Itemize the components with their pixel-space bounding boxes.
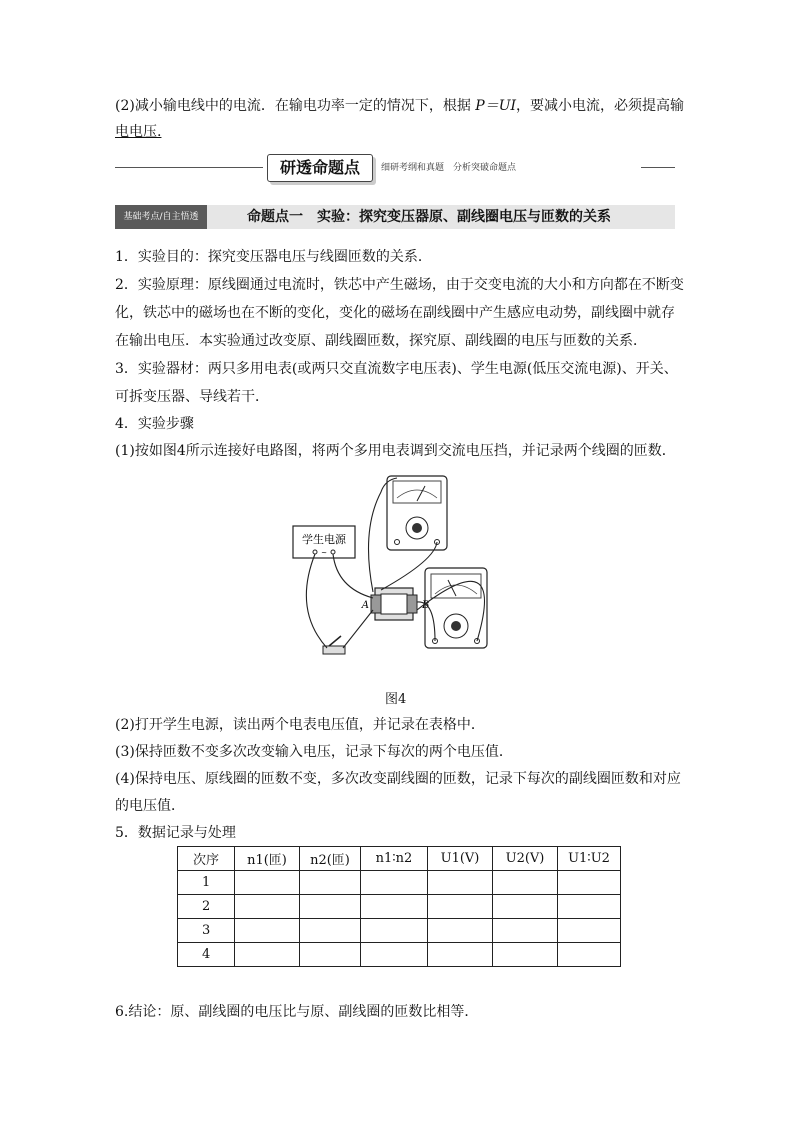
para-principle-3: 在输出电压．本实验通过改变原、副线圈匝数，探究原、副线圈的电压与匝数的关系．	[115, 333, 647, 349]
intro-line-1-post: ，要减小电流，必须提高输	[516, 98, 685, 114]
row-index: 3	[178, 919, 235, 943]
circuit-figure	[285, 470, 515, 670]
banner-rule-right	[641, 167, 675, 168]
row-index: 1	[178, 871, 235, 895]
banner-title: 研透命题点	[267, 154, 373, 182]
topic-title: 命题点一 实验：探究变压器原、副线圈电压与匝数的关系	[247, 209, 611, 225]
header-u-ratio: U1∶U2	[558, 847, 621, 871]
row-index: 2	[178, 895, 235, 919]
switch	[323, 636, 345, 654]
step-3: (3)保持匝数不变多次改变输入电压，记录下每次的两个电压值．	[115, 744, 513, 760]
header-u2: U2(V)	[493, 847, 558, 871]
coil-b-label: B	[422, 600, 430, 611]
para-principle-2: 化，铁芯中的磁场也在不断的变化，变化的磁场在副线圈中产生感应电动势，副线圈中就存	[115, 305, 675, 321]
multimeter-1	[387, 476, 447, 550]
topic-header	[115, 205, 675, 229]
row-index: 4	[178, 943, 235, 967]
power-formula: P＝UI	[475, 98, 517, 114]
svg-text:~: ~	[321, 549, 327, 557]
para-equipment-1: 3．实验器材：两只多用电表(或两只交直流数字电压表)、学生电源(低压交流电源)、开关、	[115, 361, 678, 377]
intro-line-2: 电电压.	[115, 124, 162, 140]
para-data-heading: 5．数据记录与处理	[115, 825, 236, 841]
banner-rule-left	[115, 167, 263, 168]
step-4-line-2: 的电压值．	[115, 798, 185, 814]
para-purpose: 1．实验目的：探究变压器电压与线圈匝数的关系．	[115, 249, 432, 265]
table-header-row	[178, 847, 621, 871]
table-row	[178, 943, 621, 967]
para-equipment-2: 可拆变压器、导线若干．	[115, 389, 269, 405]
power-supply-label: 学生电源	[302, 533, 346, 546]
table-row	[178, 895, 621, 919]
header-n-ratio: n1∶n2	[361, 847, 428, 871]
figure-caption: 图4	[385, 692, 407, 707]
header-order: 次序	[178, 847, 235, 871]
header-n2: n2(匝)	[300, 847, 361, 871]
para-steps-heading: 4．实验步骤	[115, 416, 194, 432]
step-2: (2)打开学生电源，读出两个电表电压值，并记录在表格中．	[115, 717, 485, 733]
transformer	[371, 588, 417, 620]
multimeter-2	[425, 568, 487, 648]
data-table	[177, 846, 621, 967]
section-banner	[115, 150, 675, 186]
intro-line-1-pre: (2)减小输电线中的电流．在输电功率一定的情况下，根据	[115, 98, 476, 114]
para-conclusion: 6.结论：原、副线圈的电压比与原、副线圈的匝数比相等．	[115, 1004, 479, 1020]
table-row	[178, 919, 621, 943]
step-1: (1)按如图4所示连接好电路图，将两个多用电表调到交流电压挡，并记录两个线圈的匝数．	[115, 443, 676, 459]
step-4-line-1: (4)保持电压、原线圈的匝数不变，多次改变副线圈的匝数，记录下每次的副线圈匝数和对应	[115, 771, 681, 787]
header-n1: n1(匝)	[235, 847, 300, 871]
table-row	[178, 871, 621, 895]
para-principle-1: 2．实验原理：原线圈通过电流时，铁芯中产生磁场，由于交变电流的大小和方向都在不断变	[115, 277, 684, 293]
coil-a-label: A	[361, 600, 369, 611]
topic-badge: 基础考点/自主悟透	[115, 205, 207, 229]
banner-subtitle: 细研考纲和真题 分析突破命题点	[381, 163, 517, 173]
header-u1: U1(V)	[428, 847, 493, 871]
intro-line-1	[115, 96, 685, 116]
